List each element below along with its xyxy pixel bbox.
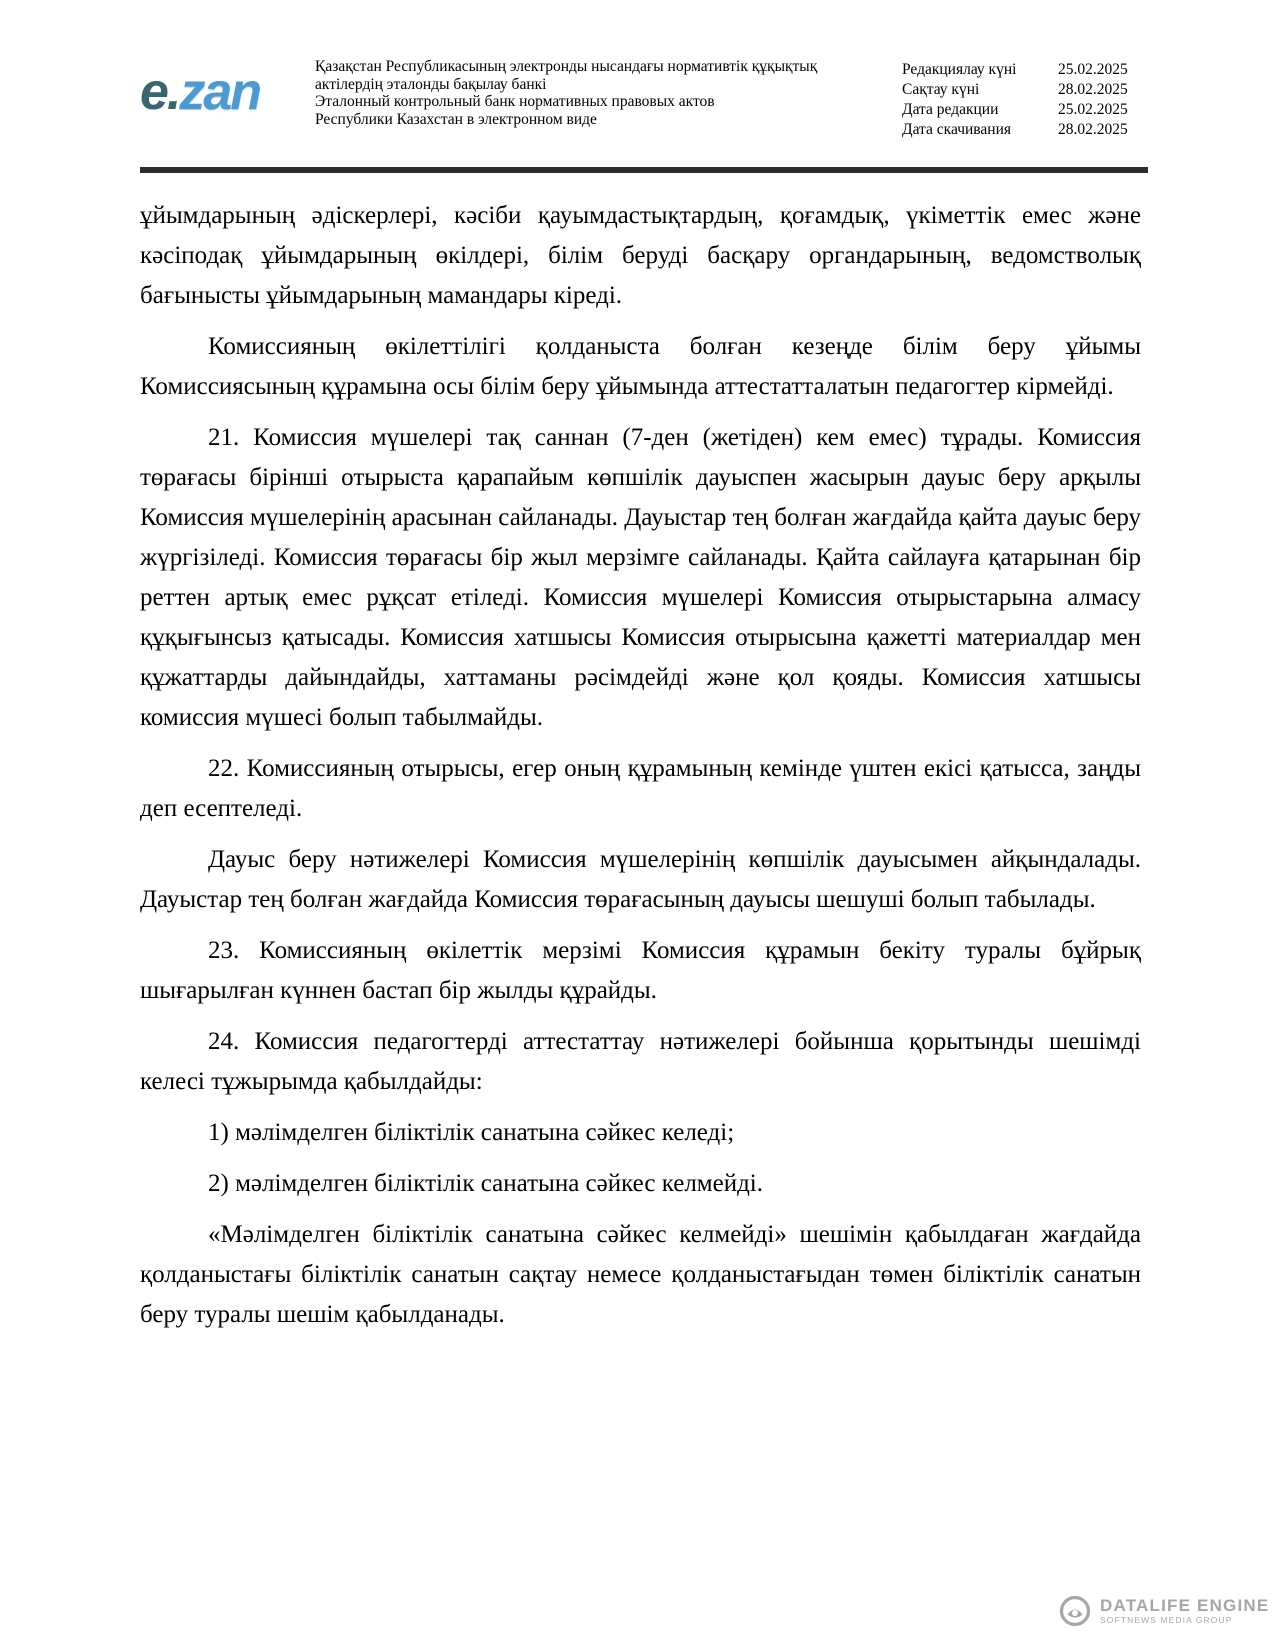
paragraph-point-21: 21. Комиссия мүшелері тақ саннан (7-ден (жетіден) кем емес) тұрады. Комиссия төрағасы бірінші отырыста қарапайым көпшілік дауыспен жасырын дауыс беру арқылы Комиссия мүшелерінің арасынан сайланады. Дауыстар тең болған жағдайда қайта дауыс беру жүргізіледі. Комиссия төрағасы бір жыл мерзімге сайланады. Қайта сайлауға қатарынан бір реттен артық емес рұқсат етіледі. Комиссия мүшелері Комиссия отырыстарына алмасу құқығынсыз қатысады. Комиссия хатшысы Комиссия отырысына қажетті материалдар мен құжаттарды дайындайды, хаттаманы рәсімдейді және қол қояды. Комиссия хатшысы комиссия мүшесі болып табылмайды. — [140, 424, 1142, 731]
document-dates — [902, 60, 1140, 140]
meta-row — [902, 60, 1140, 80]
meta-label: Сақтау күні — [902, 81, 980, 98]
bank-title-line-3: Эталонный контрольный банк нормативных правовых актов — [315, 93, 715, 111]
bank-title-line-2: актілердің эталонды бақылау банкі — [315, 75, 547, 93]
document-body — [140, 196, 1141, 1346]
meta-value: 28.02.2025 — [1058, 81, 1128, 98]
meta-label: Дата редакции — [902, 101, 999, 118]
paragraph: Комиссияның өкілеттілігі қолданыста болған кезеңде білім беру ұйымы Комиссиясының құрамына осы білім беру ұйымында аттестатталатын педагогтер кірмейді. — [140, 333, 1141, 400]
header-divider — [140, 167, 1148, 173]
engine-name: DATALIFE ENGINE — [1100, 1596, 1270, 1615]
paragraph: Дауыс беру нәтижелері Комиссия мүшелерінің көпшілік дауысымен айқындалады. Дауыстар тең болған жағдайда Комиссия төрағасының дауысы шешуші болып табылады. — [140, 846, 1141, 913]
bank-title-line-1: Қазақстан Республикасының электронды нысандағы нормативтік құқықтық — [315, 58, 818, 75]
list-item-1: 1) мәлімделген біліктілік санатына сәйкес келеді; — [208, 1119, 735, 1146]
list-item-2: 2) мәлімделген біліктілік санатына сәйкес келмейді. — [208, 1170, 764, 1197]
paragraph-point-23: 23. Комиссияның өкілеттік мерзімі Комиссия құрамын бекіту туралы бұйрық шығарылған күннен бастап бір жылды құрайды. — [140, 937, 1141, 1004]
bank-title — [315, 58, 875, 128]
paragraph: ұйымдарының әдіскерлері, кәсіби қауымдастықтардың, қоғамдық, үкіметтік емес және кәсіподақ ұйымдарының өкілдері, білім беруді басқару органдарының, ведомстволық бағынысты ұйымдарының мамандары кіреді. — [140, 202, 1141, 309]
engine-subtitle: SOFTNEWS MEDIA GROUP — [1100, 1615, 1233, 1625]
bank-title-line-4: Республики Казахстан в электронном виде — [315, 110, 597, 128]
meta-value: 25.02.2025 — [1058, 101, 1128, 118]
ezan-logo-part1: e. — [140, 63, 180, 121]
meta-value: 25.02.2025 — [1058, 61, 1128, 78]
ezan-logo-part2: zan — [179, 63, 261, 121]
meta-value: 28.02.2025 — [1058, 121, 1128, 138]
meta-label: Дата скачивания — [902, 121, 1012, 138]
paragraph: «Мәлімделген біліктілік санатына сәйкес келмейді» шешімін қабылдаған жағдайда қолданыстағы біліктілік санатын сақтау немесе қолданыстағыдан төмен біліктілік санатын беру туралы шешім қабылданады. — [140, 1221, 1141, 1328]
meta-row — [902, 120, 1140, 140]
page-header — [140, 58, 1140, 140]
ezan-logo — [140, 63, 315, 121]
datalife-engine-icon — [1058, 1594, 1092, 1628]
meta-label: Редакциялау күні — [902, 61, 1017, 78]
meta-row — [902, 100, 1140, 120]
datalife-engine-watermark — [1058, 1594, 1269, 1628]
paragraph-point-24: 24. Комиссия педагогтерді аттестаттау нәтижелері бойынша қорытынды шешімді келесі тұжырымда қабылдайды: — [140, 1028, 1141, 1095]
datalife-engine-text — [1100, 1597, 1269, 1625]
paragraph-point-22: 22. Комиссияның отырысы, егер оның құрамының кемінде үштен екісі қатысса, заңды деп есептеледі. — [140, 755, 1141, 822]
meta-row — [902, 80, 1140, 100]
